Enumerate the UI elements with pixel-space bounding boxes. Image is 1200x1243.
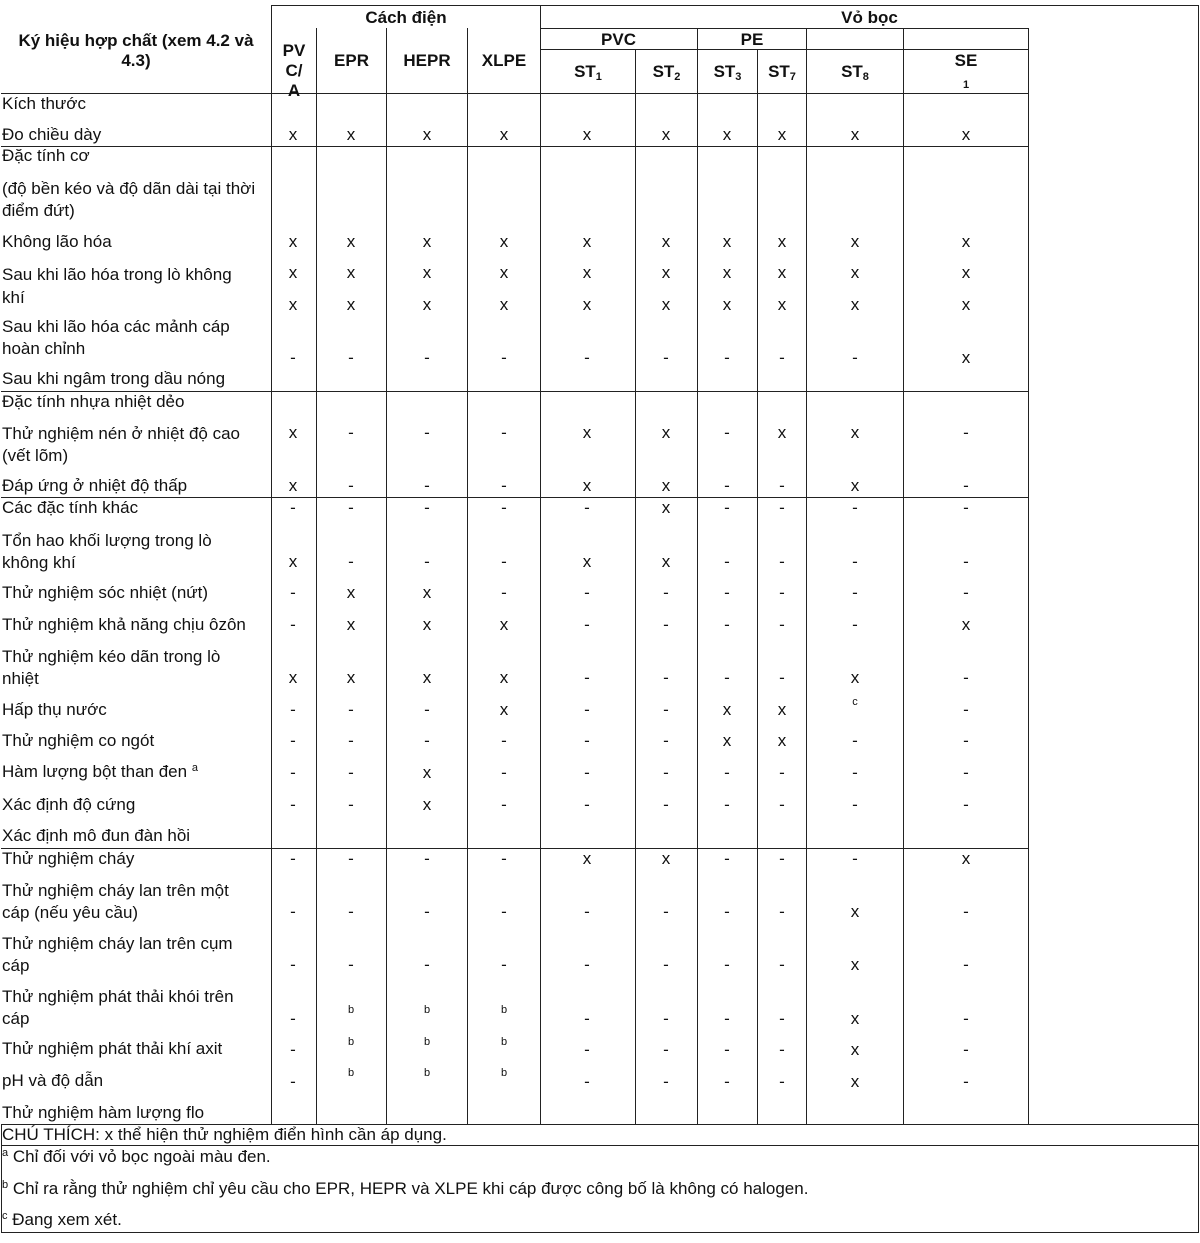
row-label: Xác định mô đun đàn hồi — [2, 826, 191, 845]
table-cell: - — [963, 1072, 969, 1091]
table-cell: x — [850, 232, 860, 251]
table-cell: x — [777, 731, 787, 750]
row-label: Các đặc tính khác — [2, 498, 139, 517]
table-cell: x — [288, 552, 298, 571]
table-cell: - — [290, 1072, 296, 1091]
table-cell: - — [724, 1040, 730, 1059]
table-cell: - — [963, 552, 969, 571]
table-cell: - — [584, 700, 590, 719]
table-cell: x — [422, 795, 432, 814]
table-cell: - — [663, 1072, 669, 1091]
table-cell: - — [584, 795, 590, 814]
table-cell: - — [724, 1009, 730, 1028]
table-cell: - — [584, 668, 590, 687]
table-cell: x — [288, 295, 298, 314]
table-cell: x — [582, 295, 592, 314]
row-label: Hấp thụ nước — [2, 700, 107, 719]
table-cell: - — [290, 700, 296, 719]
table-cell: - — [663, 700, 669, 719]
table-cell: - — [779, 583, 785, 602]
table-cell: - — [348, 849, 354, 868]
table-cell: x — [722, 232, 732, 251]
table-cell: x — [722, 125, 732, 144]
col-header-st8: $ST_8$ — [841, 62, 869, 83]
table-cell: x — [346, 263, 356, 282]
table-cell: - — [424, 476, 430, 495]
table-cell: x — [850, 955, 860, 974]
table-cell: x — [777, 700, 787, 719]
table-cell: - — [779, 849, 785, 868]
header-group-pe: PE — [740, 30, 764, 49]
row-label: Đặc tính nhựa nhiệt dẻo — [2, 392, 185, 411]
table-cell: x — [661, 232, 671, 251]
table-cell: x — [499, 668, 509, 687]
table-cell: - — [963, 902, 969, 921]
row-label: (độ bền kéo và độ dãn dài tại thời điểm đứt) — [2, 179, 256, 220]
table-cell: x — [346, 615, 356, 634]
table-cell: - — [724, 552, 730, 571]
table-cell: - — [290, 615, 296, 634]
table-cell: - — [290, 955, 296, 974]
table-cell: - — [424, 498, 430, 517]
table-cell: - — [724, 498, 730, 517]
table-cell: - — [290, 583, 296, 602]
table-cell: x — [961, 348, 971, 367]
table-cell: - — [501, 849, 507, 868]
table-cell: x — [661, 423, 671, 442]
row-label: Xác định độ cứng — [2, 795, 136, 814]
table-cell: - — [584, 615, 590, 634]
marker-b: b — [423, 1004, 431, 1016]
table-cell: - — [663, 1009, 669, 1028]
table-cell: - — [724, 583, 730, 602]
col-header-se1-sub: 1 — [962, 79, 970, 91]
table-cell: - — [348, 763, 354, 782]
table-cell: - — [963, 955, 969, 974]
table-cell: - — [724, 1072, 730, 1091]
table-cell: - — [852, 849, 858, 868]
col-header-st7: $ST_7$ — [768, 62, 796, 83]
table-cell: - — [348, 955, 354, 974]
table-cell: x — [499, 232, 509, 251]
table-cell: - — [852, 795, 858, 814]
table-cell: - — [779, 552, 785, 571]
table-cell: x — [661, 552, 671, 571]
table-cell: - — [501, 902, 507, 921]
header-insulation: Cách điện — [365, 8, 447, 27]
table-cell: x — [777, 263, 787, 282]
marker-b: b — [347, 1036, 355, 1048]
table-cell: - — [852, 498, 858, 517]
table-cell: - — [852, 348, 858, 367]
table-cell: - — [724, 476, 730, 495]
marker-b: b — [500, 1067, 508, 1079]
table-cell: x — [288, 263, 298, 282]
table-cell: - — [663, 955, 669, 974]
row-label: Thử nghiệm sóc nhiệt (nứt) — [2, 583, 209, 602]
table-cell: - — [584, 955, 590, 974]
row-label: Kích thước — [2, 94, 86, 113]
header-group-pvc: PVC — [601, 30, 636, 49]
row-label: Thử nghiệm hàm lượng flo — [2, 1103, 205, 1122]
table-cell: - — [584, 498, 590, 517]
table-cell: x — [777, 232, 787, 251]
table-cell: x — [722, 731, 732, 750]
table-cell: x — [499, 263, 509, 282]
table-cell: - — [290, 731, 296, 750]
table-cell: x — [582, 125, 592, 144]
row-label: Đáp ứng ở nhiệt độ thấp — [2, 476, 188, 495]
table-cell: - — [724, 795, 730, 814]
table-cell: - — [501, 423, 507, 442]
table-cell: - — [852, 763, 858, 782]
table-cell: x — [422, 295, 432, 314]
table-cell: - — [584, 1009, 590, 1028]
marker-b: b — [500, 1036, 508, 1048]
row-label: Đo chiều dày — [2, 125, 102, 144]
table-cell: x — [422, 615, 432, 634]
table-cell: - — [501, 348, 507, 367]
table-cell: - — [424, 552, 430, 571]
table-cell: - — [584, 902, 590, 921]
table-cell: x — [777, 295, 787, 314]
table-cell: - — [779, 1072, 785, 1091]
col-header-se1: SE — [954, 51, 978, 70]
table-cell: - — [501, 795, 507, 814]
table-cell: - — [584, 1040, 590, 1059]
table-cell: - — [963, 476, 969, 495]
table-cell: - — [663, 731, 669, 750]
row-label: Hàm lượng bột than đen $^a$ — [2, 762, 198, 781]
table-cell: x — [961, 125, 971, 144]
table-cell: x — [346, 125, 356, 144]
table-cell: x — [961, 615, 971, 634]
table-cell: - — [663, 902, 669, 921]
table-cell: - — [501, 731, 507, 750]
marker-b: b — [347, 1004, 355, 1016]
table-cell: - — [779, 498, 785, 517]
table-cell: - — [852, 552, 858, 571]
table-cell: - — [663, 668, 669, 687]
table-cell: - — [724, 955, 730, 974]
table-cell: x — [346, 232, 356, 251]
table-cell: - — [424, 902, 430, 921]
table-cell: - — [779, 795, 785, 814]
note-c: $^c$ Đang xem xét. — [2, 1210, 122, 1229]
table-cell: - — [779, 1040, 785, 1059]
table-cell: - — [724, 668, 730, 687]
table-cell: x — [661, 263, 671, 282]
table-cell: - — [963, 700, 969, 719]
table-cell: - — [290, 902, 296, 921]
table-cell: - — [779, 615, 785, 634]
table-cell: x — [288, 668, 298, 687]
table-cell: - — [424, 731, 430, 750]
table-cell: x — [582, 263, 592, 282]
col-header-hepr: HEPR — [403, 51, 451, 70]
table-cell: x — [850, 902, 860, 921]
table-cell: - — [348, 731, 354, 750]
table-cell: x — [722, 295, 732, 314]
table-cell: - — [584, 731, 590, 750]
marker-b: b — [500, 1004, 508, 1016]
table-cell: - — [852, 583, 858, 602]
table-cell: x — [777, 423, 787, 442]
table-cell: - — [584, 1072, 590, 1091]
table-cell: x — [499, 700, 509, 719]
table-cell: - — [724, 849, 730, 868]
table-cell: x — [422, 232, 432, 251]
table-cell: x — [850, 668, 860, 687]
table-cell: - — [724, 902, 730, 921]
row-label: Tổn hao khối lượng trong lò không khí — [2, 531, 212, 572]
table-cell: - — [779, 476, 785, 495]
table-cell: x — [961, 849, 971, 868]
marker-c: c — [852, 696, 858, 708]
table-cell: - — [290, 348, 296, 367]
table-cell: - — [852, 615, 858, 634]
table-cell: x — [850, 1040, 860, 1059]
table-cell: - — [663, 348, 669, 367]
table-cell: x — [422, 125, 432, 144]
table-cell: - — [663, 763, 669, 782]
table-cell: x — [582, 423, 592, 442]
table-cell: x — [499, 125, 509, 144]
table-cell: - — [348, 700, 354, 719]
table-cell: - — [290, 1009, 296, 1028]
table-cell: - — [424, 955, 430, 974]
table-cell: x — [850, 423, 860, 442]
table-cell: x — [850, 263, 860, 282]
row-label: Thử nghiệm khả năng chịu ôzôn — [2, 615, 246, 634]
note-b: $^b$ Chỉ ra rằng thử nghiệm chỉ yêu cầu cho EPR, HEPR và XLPE khi cáp được công bố là không có halogen. — [2, 1179, 809, 1198]
header-sheath: Vỏ bọc — [841, 8, 898, 27]
row-label: Thử nghiệm nén ở nhiệt độ cao (vết lõm) — [2, 424, 241, 465]
table-cell: - — [584, 763, 590, 782]
table-cell: x — [961, 295, 971, 314]
table-cell: x — [961, 232, 971, 251]
table-cell: - — [290, 1040, 296, 1059]
table-cell: - — [724, 423, 730, 442]
table-cell: x — [850, 295, 860, 314]
note-main: CHÚ THÍCH: x thể hiện thử nghiệm điển hình cần áp dụng. — [2, 1125, 447, 1144]
table-cell: - — [584, 348, 590, 367]
table-cell: x — [850, 125, 860, 144]
table-cell: x — [422, 763, 432, 782]
row-label: Không lão hóa — [2, 232, 112, 251]
table-cell: - — [779, 668, 785, 687]
table-cell: - — [501, 552, 507, 571]
table-cell: - — [501, 763, 507, 782]
table-cell: - — [779, 1009, 785, 1028]
table-cell: x — [722, 263, 732, 282]
table-cell: x — [422, 668, 432, 687]
col-header-st2: $ST_2$ — [652, 62, 681, 83]
row-label: Thử nghiệm kéo dãn trong lò nhiệt — [2, 647, 221, 688]
table-cell: - — [348, 498, 354, 517]
table-cell: x — [582, 849, 592, 868]
table-cell: - — [663, 583, 669, 602]
table-cell: x — [850, 1072, 860, 1091]
table-cell: - — [724, 763, 730, 782]
table-cell: x — [961, 263, 971, 282]
table-cell: x — [777, 125, 787, 144]
row-label: Sau khi lão hóa trong lò không khí — [2, 265, 232, 307]
table-cell: x — [582, 476, 592, 495]
table-cell: - — [348, 476, 354, 495]
table-cell: - — [501, 583, 507, 602]
table-cell: x — [661, 125, 671, 144]
row-label: Thử nghiệm co ngót — [2, 731, 155, 750]
table-cell: - — [963, 795, 969, 814]
table-cell: - — [963, 423, 969, 442]
table-cell: - — [724, 615, 730, 634]
col-header-pvc-a: PVC/A — [282, 41, 306, 100]
table-cell: - — [501, 498, 507, 517]
table-cell: x — [346, 295, 356, 314]
col-header-epr: EPR — [334, 51, 369, 70]
table-cell: - — [779, 955, 785, 974]
table-cell: x — [499, 295, 509, 314]
marker-b: b — [423, 1067, 431, 1079]
table-cell: x — [850, 476, 860, 495]
table-cell: - — [963, 731, 969, 750]
row-label: Đặc tính cơ — [2, 146, 90, 165]
table-cell: x — [661, 849, 671, 868]
row-label: Thử nghiệm phát thải khí axit — [2, 1039, 223, 1058]
table-cell: - — [963, 763, 969, 782]
table-cell: x — [288, 476, 298, 495]
table-cell: x — [582, 232, 592, 251]
marker-b: b — [423, 1036, 431, 1048]
table-cell: - — [348, 552, 354, 571]
col-header-st3: $ST_3$ — [713, 62, 742, 83]
table-cell: x — [288, 423, 298, 442]
table-cell: - — [663, 795, 669, 814]
table-cell: - — [424, 423, 430, 442]
table-cell: - — [424, 348, 430, 367]
table-cell: - — [348, 795, 354, 814]
col-header-xlpe: XLPE — [481, 51, 527, 70]
row-label: Thử nghiệm cháy lan trên cụm cáp — [2, 934, 233, 975]
table-cell: - — [963, 1040, 969, 1059]
table-cell: x — [288, 232, 298, 251]
marker-b: b — [347, 1067, 355, 1079]
row-label: pH và độ dẫn — [2, 1071, 104, 1090]
table-cell: - — [963, 1009, 969, 1028]
table-cell: x — [422, 263, 432, 282]
table-cell: - — [290, 849, 296, 868]
table-cell: x — [582, 552, 592, 571]
header-compound-symbol: Ký hiệu hợp chất (xem 4.2 và 4.3) — [18, 31, 254, 70]
table-cell: - — [724, 348, 730, 367]
table-cell: x — [661, 498, 671, 517]
table-cell: - — [663, 615, 669, 634]
table-cell: x — [346, 583, 356, 602]
table-cell: x — [850, 1009, 860, 1028]
table-cell: - — [779, 902, 785, 921]
table-cell: - — [963, 498, 969, 517]
table-cell: x — [722, 700, 732, 719]
table-cell: - — [584, 583, 590, 602]
table-cell: - — [663, 1040, 669, 1059]
table-cell: - — [290, 763, 296, 782]
table-cell: - — [348, 348, 354, 367]
row-label: Sau khi lão hóa các mảnh cáp hoàn chỉnh — [2, 317, 230, 358]
table-cell: - — [779, 348, 785, 367]
table-cell: - — [779, 763, 785, 782]
table-cell: x — [288, 125, 298, 144]
table-cell: - — [501, 476, 507, 495]
table-cell: - — [348, 423, 354, 442]
row-label: Thử nghiệm phát thải khói trên cáp — [2, 987, 234, 1028]
table-cell: - — [290, 498, 296, 517]
table-cell: x — [661, 476, 671, 495]
table-cell: - — [501, 955, 507, 974]
row-label: Sau khi ngâm trong dầu nóng — [2, 369, 226, 388]
table-cell: x — [661, 295, 671, 314]
row-label: Thử nghiệm cháy — [2, 849, 135, 868]
table-cell: x — [346, 668, 356, 687]
table-cell: x — [499, 615, 509, 634]
table-cell: x — [422, 583, 432, 602]
table-cell: - — [290, 795, 296, 814]
table-cell: - — [852, 731, 858, 750]
note-a: $^a$ Chỉ đối với vỏ bọc ngoài màu đen. — [2, 1147, 271, 1166]
table-cell: - — [348, 902, 354, 921]
table-cell: - — [424, 700, 430, 719]
table-cell: - — [963, 668, 969, 687]
col-header-st1: $ST_1$ — [574, 62, 602, 83]
table-cell: - — [963, 583, 969, 602]
row-label: Thử nghiệm cháy lan trên một cáp (nếu yêu cầu) — [2, 881, 229, 922]
table-cell: - — [424, 849, 430, 868]
